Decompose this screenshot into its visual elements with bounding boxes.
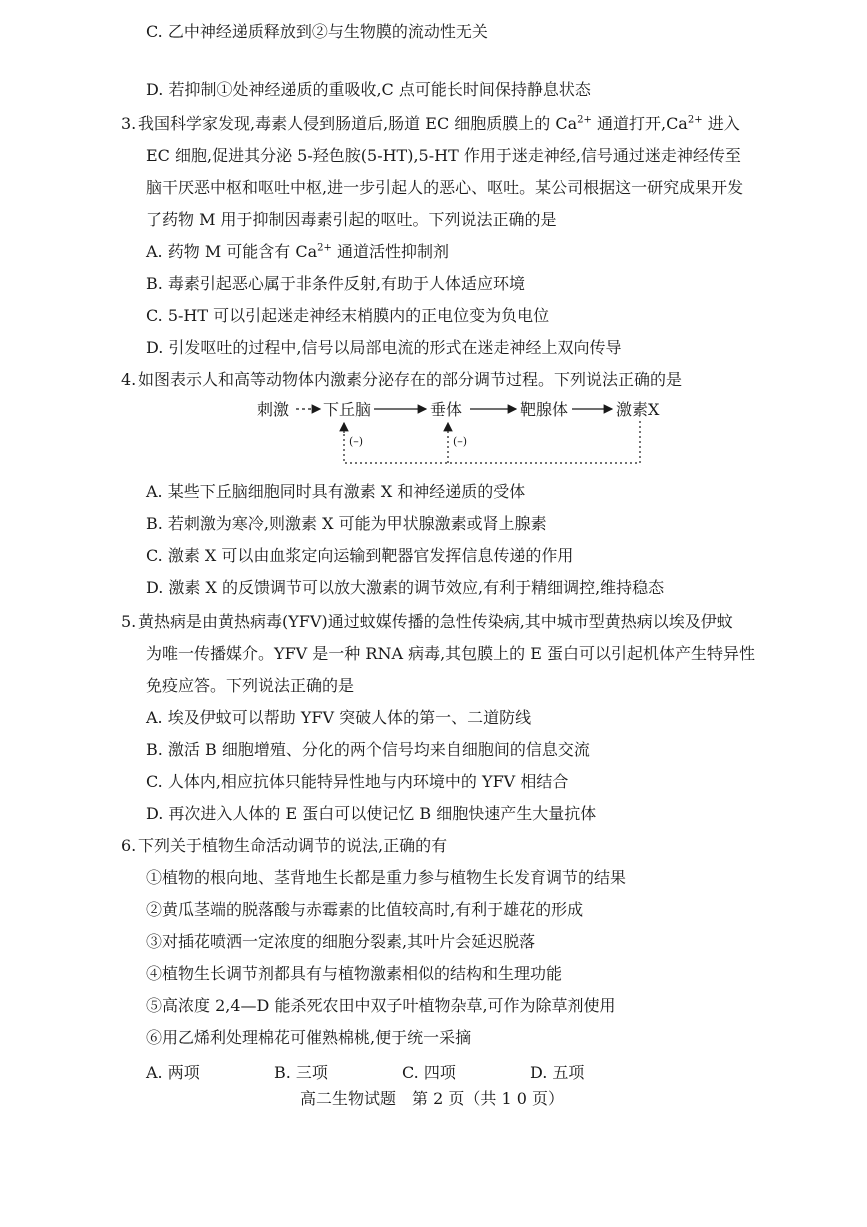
statement-3: ③对插花喷洒一定浓度的细胞分裂素,其叶片会延迟脱落 bbox=[146, 932, 536, 951]
statement-2: ②黄瓜茎端的脱落酸与赤霉素的比值较高时,有利于雄花的形成 bbox=[146, 900, 584, 919]
question-6-choice-d: D. 五项 bbox=[530, 1063, 585, 1082]
question-5-option-a: A. 埃及伊蚊可以帮助 YFV 突破人体的第一、二道防线 bbox=[146, 708, 532, 727]
question-6-number: 6. bbox=[121, 836, 137, 855]
question-3-option-d: D. 引发呕吐的过程中,信号以局部电流的形式在迷走神经上双向传导 bbox=[146, 338, 622, 357]
node-pituitary: 垂体 bbox=[430, 400, 463, 419]
question-4-option-d: D. 激素 X 的反馈调节可以放大激素的调节效应,有利于精细调控,维持稳态 bbox=[146, 578, 665, 597]
question-4-option-a: A. 某些下丘脑细胞同时具有激素 X 和神经递质的受体 bbox=[146, 482, 526, 501]
question-6-stem: 下列关于植物生命活动调节的说法,正确的有 bbox=[138, 836, 448, 855]
node-hypothalamus: 下丘脑 bbox=[323, 400, 372, 419]
page-footer: 高二生物试题 第 2 页（共 1 0 页） bbox=[300, 1089, 564, 1108]
node-stimulus: 刺激 bbox=[257, 400, 290, 419]
question-3-option-c: C. 5-HT 可以引起迷走神经末梢膜内的正电位变为负电位 bbox=[146, 306, 550, 325]
node-target-gland: 靶腺体 bbox=[520, 400, 569, 419]
question-3-stem-line-4: 了药物 M 用于抑制因毒素引起的呕吐。下列说法正确的是 bbox=[146, 210, 557, 229]
statement-5: ⑤高浓度 2,4—D 能杀死农田中双子叶植物杂草,可作为除草剂使用 bbox=[146, 996, 616, 1015]
question-4-number: 4. bbox=[121, 370, 137, 389]
question-3-stem-line-3: 脑干厌恶中枢和呕吐中枢,进一步引起人的恶心、呕吐。某公司根据这一研究成果开发 bbox=[146, 178, 744, 197]
question-3-number: 3. bbox=[121, 114, 137, 133]
statement-1: ①植物的根向地、茎背地生长都是重力参与植物生长发育调节的结果 bbox=[146, 868, 627, 887]
question-6-choice-a: A. 两项 bbox=[146, 1063, 200, 1082]
question-5-stem-line-1: 黄热病是由黄热病毒(YFV)通过蚊媒传播的急性传染病,其中城市型黄热病以埃及伊蚊 bbox=[138, 612, 733, 631]
question-5-option-d: D. 再次进入人体的 E 蛋白可以使记忆 B 细胞快速产生大量抗体 bbox=[146, 804, 597, 823]
question-3-option-b: B. 毒素引起恶心属于非条件反射,有助于人体适应环境 bbox=[146, 274, 526, 293]
question-3-stem-line-2: EC 细胞,促进其分泌 5-羟色胺(5-HT),5-HT 作用于迷走神经,信号通过迷走神经传至 bbox=[146, 146, 741, 165]
feedback-label-2: (–) bbox=[453, 435, 468, 448]
statement-6: ⑥用乙烯利处理棉花可催熟棉桃,便于统一采摘 bbox=[146, 1028, 472, 1047]
statement-4: ④植物生长调节剂都具有与植物激素相似的结构和生理功能 bbox=[146, 964, 563, 983]
question-3-stem-line-1: 我国科学家发现,毒素人侵到肠道后,肠道 EC 细胞质膜上的 $Ca^{2+}$ 通道打开$,Ca^{2+}$ 进入 bbox=[138, 114, 740, 133]
option-d-prev: D. 若抑制①处神经递质的重吸收,C 点可能长时间保持静息状态 bbox=[146, 80, 591, 99]
node-hormone-x: 激素X bbox=[616, 400, 660, 419]
feedback-label-1: (–) bbox=[349, 435, 364, 448]
feedback-loop bbox=[344, 421, 640, 463]
question-4-option-b: B. 若刺激为寒冷,则激素 X 可能为甲状腺激素或肾上腺素 bbox=[146, 514, 547, 533]
question-5-option-b: B. 激活 B 细胞增殖、分化的两个信号均来自细胞间的信息交流 bbox=[146, 740, 590, 759]
question-6-choice-b: B. 三项 bbox=[274, 1063, 328, 1082]
hormone-regulation-diagram bbox=[0, 393, 867, 473]
question-4-stem: 如图表示人和高等动物体内激素分泌存在的部分调节过程。下列说法正确的是 bbox=[138, 370, 683, 389]
question-5-option-c: C. 人体内,相应抗体只能特异性地与内环境中的 YFV 相结合 bbox=[146, 772, 569, 791]
question-4-option-c: C. 激素 X 可以由血浆定向运输到靶器官发挥信息传递的作用 bbox=[146, 546, 574, 565]
question-6-choice-c: C. 四项 bbox=[402, 1063, 456, 1082]
question-3-option-a: A. 药物 M 可能含有 $Ca^{2+}$ 通道活性抑制剂 bbox=[146, 242, 449, 261]
option-c-prev: C. 乙中神经递质释放到②与生物膜的流动性无关 bbox=[146, 22, 488, 41]
question-5-stem-line-3: 免疫应答。下列说法正确的是 bbox=[146, 676, 355, 695]
question-5-number: 5. bbox=[121, 612, 137, 631]
question-5-stem-line-2: 为唯一传播媒介。YFV 是一种 RNA 病毒,其包膜上的 E 蛋白可以引起机体产生特异性 bbox=[146, 644, 756, 663]
